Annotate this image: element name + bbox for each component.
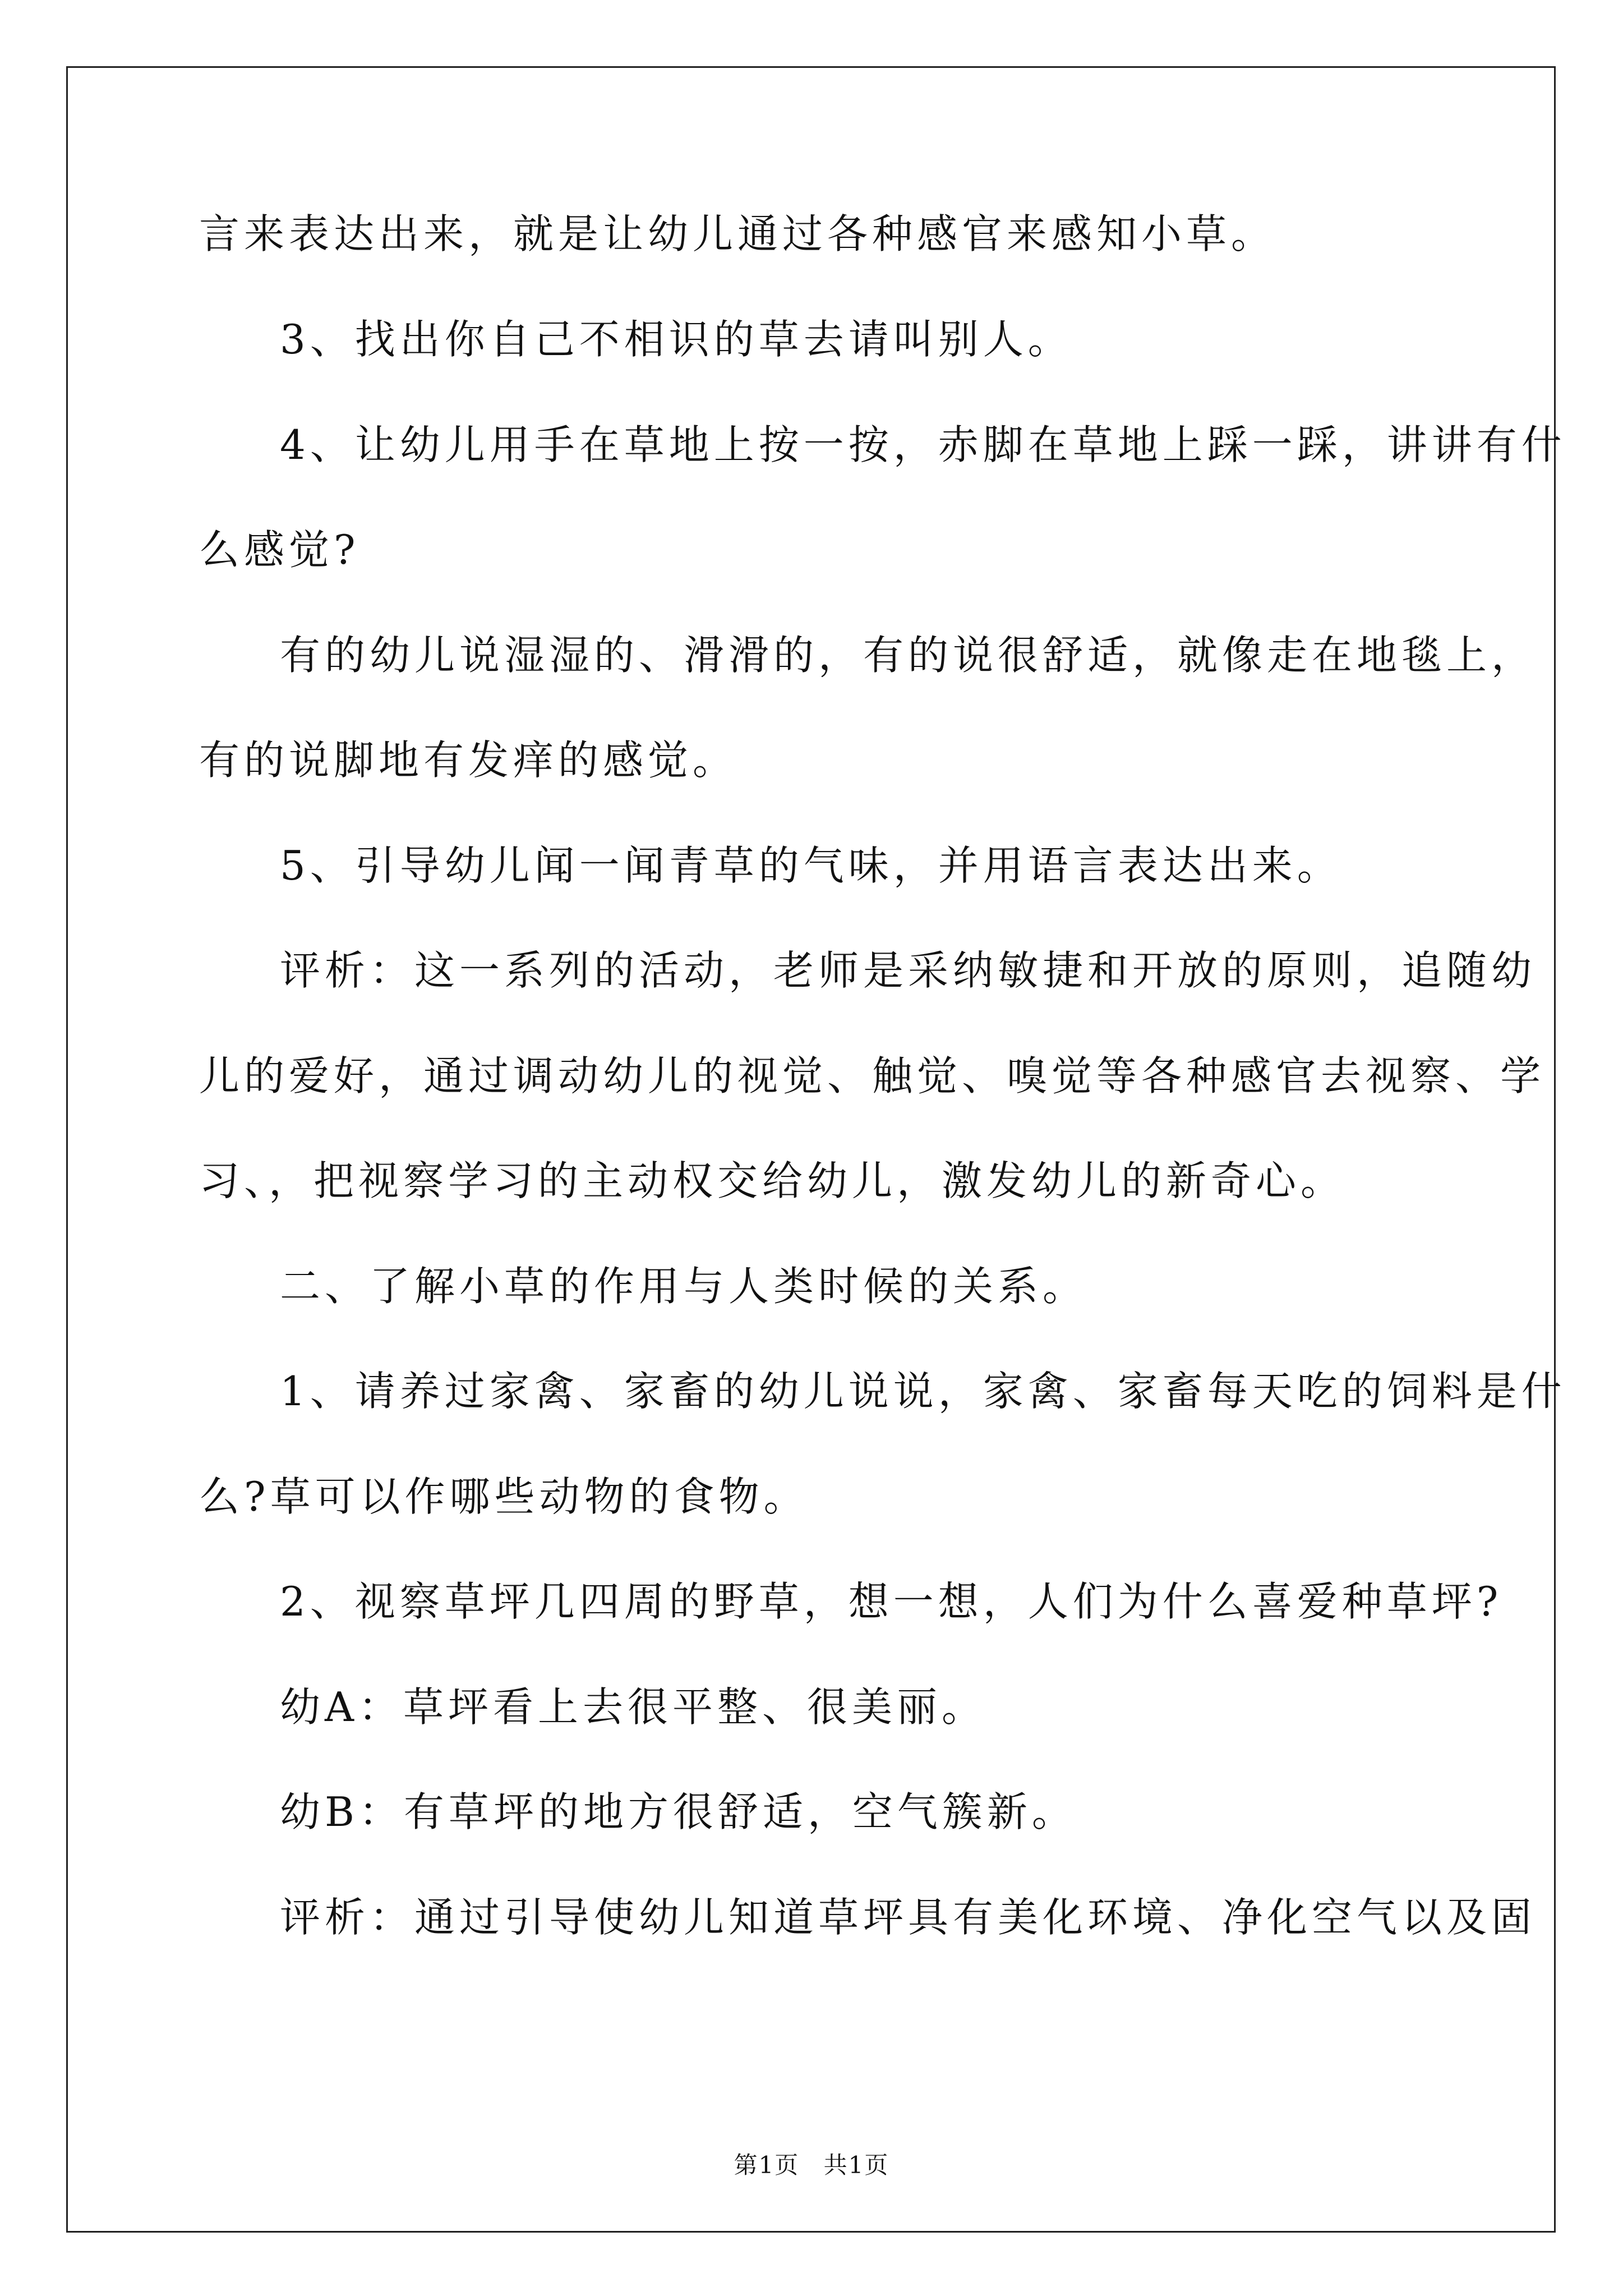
- page-total: 共1页: [823, 2151, 889, 2179]
- text-line: 2、视察草坪几四周的野草，想一想，人们为什么喜爱种草坪?: [280, 1578, 1503, 1625]
- text-line: 1、请养过家禽、家畜的幼儿说说，家禽、家畜每天吃的饲料是什: [280, 1368, 1566, 1415]
- text-line: 评析：通过引导使幼儿知道草坪具有美化环境、净化空气以及固: [280, 1894, 1537, 1941]
- text-line: 4、让幼儿用手在草地上按一按，赤脚在草地上踩一踩，讲讲有什: [280, 421, 1566, 468]
- text-line: 言来表达出来，就是让幼儿通过各种感官来感知小草。: [199, 210, 1276, 257]
- text-line: 习、，把视察学习的主动权交给幼儿，激发幼儿的新奇心。: [199, 1157, 1346, 1204]
- page-number: 第1页: [734, 2151, 800, 2179]
- text-line: 么感觉?: [199, 526, 360, 573]
- text-line: 评析：这一系列的活动，老师是采纳敏捷和开放的原则，追随幼: [280, 947, 1537, 994]
- text-line: 二、了解小草的作用与人类时候的关系。: [280, 1263, 1088, 1310]
- text-line: 有的说脚地有发痒的感觉。: [199, 737, 738, 784]
- text-line: 幼B：有草坪的地方很舒适，空气簇新。: [280, 1788, 1077, 1835]
- text-line: 儿的爱好，通过调动幼儿的视觉、触觉、嗅觉等各种感官去视察、学: [199, 1052, 1546, 1099]
- text-line: 幼A：草坪看上去很平整、很美丽。: [280, 1683, 986, 1731]
- text-line: 3、找出你自己不相识的草去请叫别人。: [280, 316, 1073, 363]
- text-line: 有的幼儿说湿湿的、滑滑的，有的说很舒适，就像走在地毯上，: [280, 632, 1537, 679]
- text-line: 么?草可以作哪些动物的食物。: [199, 1473, 809, 1520]
- text-line: 5、引导幼儿闻一闻青草的气味，并用语言表达出来。: [280, 842, 1342, 889]
- page-footer: [0, 2150, 1623, 2181]
